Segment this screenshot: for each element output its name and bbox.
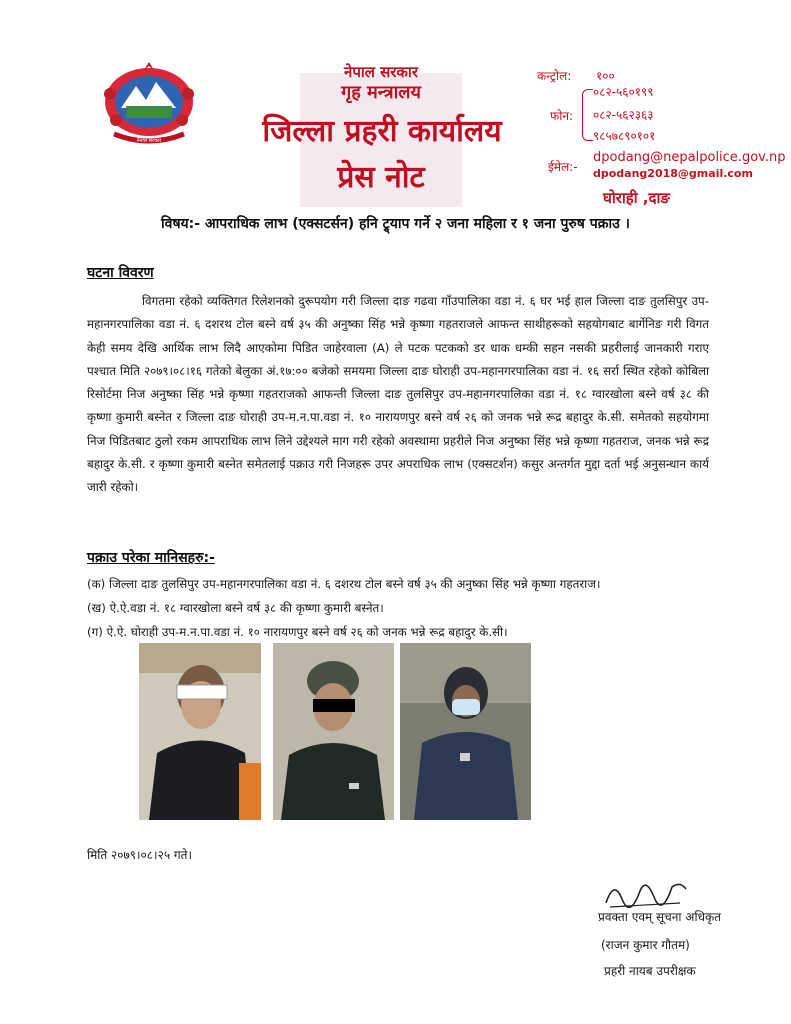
suspect-photo xyxy=(273,643,394,820)
office-title: जिल्ला प्रहरी कार्यालय xyxy=(262,114,502,149)
arrested-person-item: (ग) ऐ.ऐ. घोराही उप-म.न.पा.वडा नं. १० नारायणपुर बस्ने वर्ष २६ को जनक भन्ने रूद्र बहादुर के.सी। xyxy=(87,625,508,639)
signature-mark xyxy=(600,873,690,913)
emblem-caption: नेपाल सरकार xyxy=(136,138,162,144)
arrested-person-item: (ख) ऐ.ऐ.वडा नं. १८ ग्वारखोला बस्ने वर्ष ३८ की कृष्णा कुमारी बस्नेत। xyxy=(87,601,384,615)
suspect-photo xyxy=(139,643,261,820)
signatory-rank: प्रहरी नायब उपरीक्षक xyxy=(604,964,696,978)
arrested-person-item: (क) जिल्ला दाङ तुलसिपुर उप-महानगरपालिका वडा नं. ६ दशरथ टोल बस्ने वर्ष ३५ की अनुष्का सिंह भन्ने कृष्णा गहतराज। xyxy=(87,577,601,591)
ministry-title: गृह मन्त्रालय xyxy=(341,82,421,103)
phone-number: ०८२-५६०१९९ xyxy=(593,85,654,99)
suspect-photo xyxy=(400,643,531,820)
control-value: १०० xyxy=(596,69,615,83)
signatory-title: प्रवक्ता एवम् सूचना अधिकृत xyxy=(598,910,722,924)
email-address-secondary[interactable]: dpodang2018@gmail.com xyxy=(593,167,753,180)
subject-line: विषय:- आपराधिक लाभ (एक्सटर्सन) हनि ट्र्याप गर्ने २ जना महिला र १ जना पुरुष पक्राउ । xyxy=(161,216,630,232)
phone-number: ०८२-५६२३६३ xyxy=(593,108,654,122)
phone-brace xyxy=(582,89,593,141)
email-address-primary[interactable]: dpodang@nepalpolice.gov.np xyxy=(593,150,786,165)
press-note-title: प्रेस नोट xyxy=(337,160,425,195)
phone-label: फोन: xyxy=(550,109,574,123)
nepal-emblem-logo xyxy=(96,62,202,148)
event-heading: घटना विवरण xyxy=(87,265,154,281)
arrested-heading: पक्राउ परेका मानिसहरु:- xyxy=(87,550,215,566)
press-note-date: मिति २०७९।०८।२५ गते। xyxy=(87,848,193,862)
signatory-name: (राजन कुमार गौतम) xyxy=(601,938,690,952)
control-label: कन्ट्रोल: xyxy=(537,69,572,83)
phone-number: ९८५७८९०१०१ xyxy=(593,129,656,143)
office-location: घोराही ,दाङ xyxy=(603,189,670,207)
event-description: विगतमा रहेको व्यक्तिगत रिलेशनको दुरूपयोग गरी जिल्ला दाङ गढवा गाँउपालिका वडा नं. ६ घर भई हाल जिल्ला दाङ तुलसिपुर उप-महानगरपालिका वडा नं. ६ दशरथ टोल बस्ने वर्ष ३५ की अनुष्का सिंह भन्ने कृष्णा गहतराजले आफन्त साथीहरूको सहयोगबाट बार्गेनिङ गरी विगत केही समय देखि आर्थिक लाभ लिदै आएकोमा पिडित जाहेरवाला (A) ले पटक पटकको डर धाक धम्की सहन नसकी प्रहरीलाई जानकारी गराए पश्चात मिति २०७९।०८।१६ गतेको बेलुका अं.१७:०० बजेको समयमा जिल्ला दाङ घोराही उप-महानगरपालिका वडा नं. १६ सर्रा स्थित रहेको कोबिला रिसोर्टमा निज अनुष्का सिंह भन्ने कृष्णा गहतराजको आफन्ती जिल्ला दाङ तुलसिपुर उप-महानगरपालिका वडा नं. १८ ग्वारखोला बस्ने वर्ष ३८ की कृष्णा कुमारी बस्नेत र जिल्ला दाङ घोराही उप-म.न.पा.वडा नं. १० नारायणपुर बस्ने वर्ष २६ को जनक भन्ने रूद्र बहादुर के.सी. समेतको सहयोगमा निज पिडितबाट ठुलो रकम आपराधिक लाभ लिने उद्देश्यले माग गरी रहेको अवस्थामा प्रहरीले निज अनुष्का सिंह भन्ने कृष्णा गहतराज, जनक भन्ने रूद्र बहादुर के.सी. र कृष्णा कुमारी बस्नेत समेतलाई पक्राउ गरी निजहरू उपर अपराधिक लाभ (एक्सटर्शन) कसुर अन्तर्गत मुद्दा दर्ता भई अनुसन्धान कार्य जारी रहेको। xyxy=(87,294,709,495)
email-label: ईमेल:- xyxy=(548,160,578,174)
government-title: नेपाल सरकार xyxy=(344,63,418,81)
